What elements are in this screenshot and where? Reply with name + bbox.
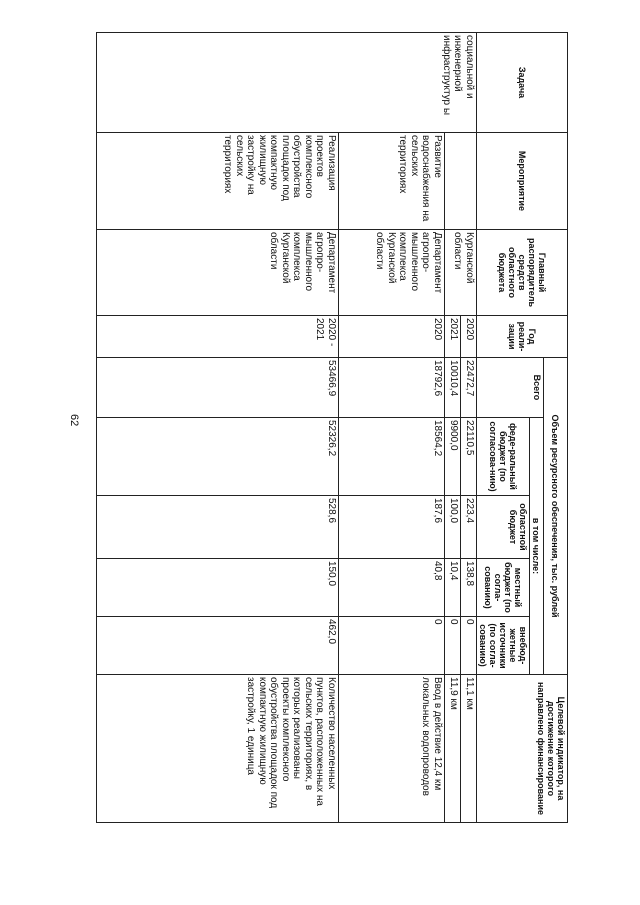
table-row xyxy=(339,33,445,823)
local-cell: 150,0 xyxy=(97,559,339,617)
year-cell: 2020 xyxy=(461,316,477,358)
header-regional: областной бюджет xyxy=(477,496,530,559)
header-federal: феде-ральный бюджет (по согласова-нию) xyxy=(477,418,530,496)
header-local: местный бюджет (по согла-сованию) xyxy=(477,559,530,617)
local-cell: 40,8 xyxy=(339,559,445,617)
offbudget-cell: 0 xyxy=(461,617,477,675)
regional-cell: 223,4 xyxy=(461,496,477,559)
local-cell: 10,4 xyxy=(445,559,461,617)
total-cell: 10010,4 xyxy=(445,358,461,418)
resource-table xyxy=(96,32,568,823)
indicator-cell: Количество населенных пунктов, расположенных на сельских территориях, в которых реализованы проекты комплексного обустройства площадок под компактную жилищную застройку, 1 единица xyxy=(97,675,339,823)
measure-cell: Реализация проектов комплексного обустройства площадок под компактную жилищную застройку на сельских территориях xyxy=(97,133,339,230)
offbudget-cell: 462,0 xyxy=(97,617,339,675)
header-measure: Мероприятие xyxy=(477,133,568,230)
federal-cell: 22110,5 xyxy=(461,418,477,496)
header-total: Всего xyxy=(477,358,544,418)
header-task: Задача xyxy=(477,33,568,133)
year-cell: 2020 xyxy=(339,316,445,358)
header-manager: Главный распорядитель средств областного бюджета xyxy=(477,230,568,316)
indicator-cell: Ввод в действие 12,4 км локальных водопроводов xyxy=(339,675,445,823)
total-cell: 18792,6 xyxy=(339,358,445,418)
total-cell: 53466,9 xyxy=(97,358,339,418)
header-offbudget: внебюд-жетные источники (по согла-сованию) xyxy=(477,617,530,675)
federal-cell: 52326,2 xyxy=(97,418,339,496)
measure-cell xyxy=(445,133,477,230)
local-cell: 138,8 xyxy=(461,559,477,617)
table-row xyxy=(97,33,339,823)
page-number: 62 xyxy=(68,414,80,427)
rotated-table-wrapper xyxy=(96,32,568,822)
table-row xyxy=(461,33,477,823)
offbudget-cell: 0 xyxy=(339,617,445,675)
indicator-cell: 11,9 км xyxy=(445,675,461,823)
header-including: в том числе: xyxy=(530,418,544,675)
indicator-cell: 11,1 км xyxy=(461,675,477,823)
federal-cell: 18564,2 xyxy=(339,418,445,496)
federal-cell: 9900,0 xyxy=(445,418,461,496)
header-indicator: Целевой индикатор, на достижение которого направлено финансирование xyxy=(477,675,568,823)
year-cell: 2021 xyxy=(445,316,461,358)
regional-cell: 528,6 xyxy=(97,496,339,559)
manager-cell: Департамент агропро-мышленного комплекса Курганской области xyxy=(339,230,445,316)
header-resources: Объем ресурсного обеспечения, тыс. рублей xyxy=(544,358,568,675)
regional-cell: 187,6 xyxy=(339,496,445,559)
header-year: Год реали-зации xyxy=(477,316,568,358)
regional-cell: 100,0 xyxy=(445,496,461,559)
manager-cell: Курганской области xyxy=(445,230,477,316)
measure-cell: Развитие водоснабжения на сельских территориях xyxy=(339,133,445,230)
offbudget-cell: 0 xyxy=(445,617,461,675)
manager-cell: Департамент агропро-мышленного комплекса Курганской области xyxy=(97,230,339,316)
year-cell: 2020 - 2021 xyxy=(97,316,339,358)
task-cell: социальной и инженерной инфраструктур ы xyxy=(97,33,477,133)
total-cell: 22472,7 xyxy=(461,358,477,418)
